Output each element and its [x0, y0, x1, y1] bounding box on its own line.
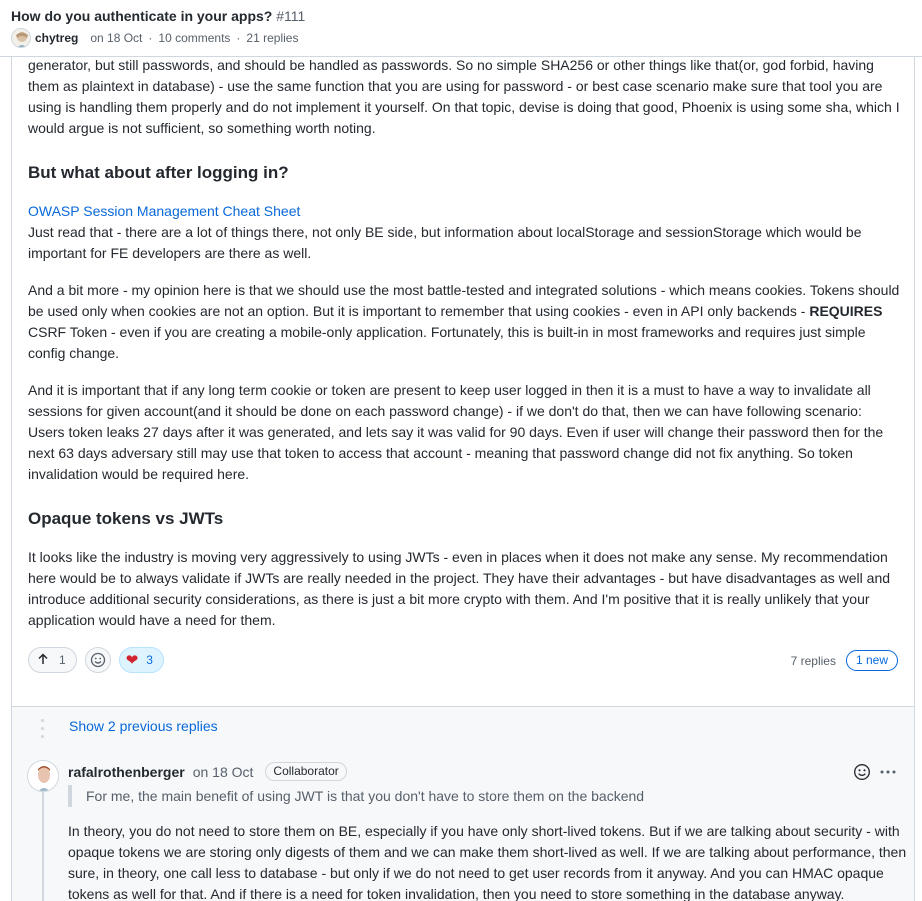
reply-body: In theory, you do not need to store them on BE, especially if you have only short-lived tokens. But if we are talking about security - with opaque tokens we are storing only digests of them and we can make them short-lived as well. If we are talking about performance, then sure, in theory, one call less to database - but only if we do not need to get user records from it anyway. And you can HMAC opaque tokens as well for that. And if there is a need for token invalidation, then you need to store something in the database anyway.	[68, 823, 907, 901]
post-paragraph	[28, 280, 900, 364]
post-paragraph: generator, but still passwords, and should be handled as passwords. So no simple SHA256 or other things like that(or, god forbid, having them as plaintext in database) - use the same function that you are using for password - or best case scenario make sure that tool you are using is handling them properly and do not implement it yourself. On that topic, devise is doing that good, Phoenix is using some sha, which I would argue is not sufficient, so something worth noting.	[28, 57, 900, 136]
comments-count: 10 comments	[158, 31, 231, 45]
discussion-meta	[11, 28, 298, 48]
discussion-post	[11, 40, 915, 901]
author-avatar[interactable]	[11, 28, 31, 48]
replies-section	[12, 706, 914, 901]
meta-separator: ·	[148, 31, 153, 45]
reply-actions	[846, 762, 898, 782]
paragraph-text: And a bit more - my opinion here is that we should use the most battle-tested and integrated solutions - which means cookies. Tokens should be used only when cookies are not an option. But it is important to remember that using cookies - even in API only backends -	[28, 282, 900, 319]
reply-author-link[interactable]: rafalrothenberger	[68, 763, 185, 780]
reply-add-reaction-button[interactable]	[852, 762, 872, 782]
author-name-link[interactable]: chytreg	[35, 31, 79, 45]
upvote-count: 1	[59, 653, 66, 667]
paragraph-text: CSRF Token - even if you are creating a mobile-only application. Fortunately, this is built-in in most frameworks and requires just simple config change.	[28, 324, 866, 361]
replies-total: 7 replies	[790, 653, 836, 668]
owasp-link[interactable]: OWASP Session Management Cheat Sheet	[28, 203, 301, 219]
post-date[interactable]: on 18 Oct	[90, 31, 143, 45]
reply-summary	[791, 650, 898, 671]
more-options-button[interactable]	[878, 762, 898, 782]
discussion-number: #111	[276, 8, 306, 24]
avatar-image-icon	[12, 29, 31, 48]
arrow-up-icon	[37, 652, 49, 668]
smiley-icon	[853, 763, 871, 781]
thread-line	[42, 789, 44, 901]
replies-count: 21 replies	[246, 31, 299, 45]
post-paragraph: It looks like the industry is moving very aggressively to using JWTs - even in places when it does not make any sense. My recommendation here would be to always validate if JWTs are really needed in the project. They have their advantages - but have disadvantages as well and introduce additional security considerations, as there is just a bit more crypto with them. And I'm positive that it is really unlikely that your application would have a need for them.	[28, 549, 891, 628]
avatar-image-icon	[28, 761, 59, 792]
heart-icon: ❤	[125, 652, 139, 669]
reply-date[interactable]: on 18 Oct	[192, 763, 254, 780]
reactions-bar	[28, 646, 172, 674]
add-reaction-button[interactable]	[85, 647, 111, 673]
show-previous-replies-link[interactable]: Show 2 previous replies	[69, 718, 218, 734]
requires-emphasis: REQUIRES	[809, 303, 883, 319]
upvote-button[interactable]	[28, 647, 77, 673]
heading-after-login: But what about after logging in?	[28, 163, 289, 182]
new-replies-badge[interactable]: 1 new	[846, 650, 898, 671]
meta-separator: ·	[236, 31, 241, 45]
collaborator-badge: Collaborator	[265, 762, 346, 781]
post-paragraph: And it is important that if any long term cookie or token are present to keep user logged in then it is a must to have a way to invalidate all sessions for given account(and it should be done on each password change) - if we don't do that, then we can have following scenario: Users token leaks 27 days after it was generated, and lets say it was valid for 90 days. Even if user will change their password then for the next 63 days adversary still may use that token to access that account - meaning that password change did not fix anything. So token invalidation would be required here.	[28, 382, 884, 482]
collapsed-thread-dots-icon	[41, 719, 45, 741]
smiley-icon	[90, 652, 106, 668]
reply-header	[68, 762, 347, 781]
discussion-title	[11, 8, 305, 24]
reply-author-avatar[interactable]	[27, 760, 59, 792]
heart-reaction-button[interactable]	[119, 647, 164, 673]
heading-opaque-tokens: Opaque tokens vs JWTs	[28, 509, 224, 528]
discussion-sticky-header	[0, 0, 922, 57]
post-paragraph: Just read that - there are a lot of things there, not only BE side, but information about localStorage and sessionStorage which would be important for FE developers are there as well.	[28, 224, 862, 261]
kebab-horizontal-icon	[879, 769, 897, 775]
heart-count: 3	[146, 653, 153, 667]
discussion-title-text: How do you authenticate in your apps?	[11, 8, 273, 24]
reply-quote: For me, the main benefit of using JWT is that you don't have to store them on the backend	[68, 785, 644, 807]
